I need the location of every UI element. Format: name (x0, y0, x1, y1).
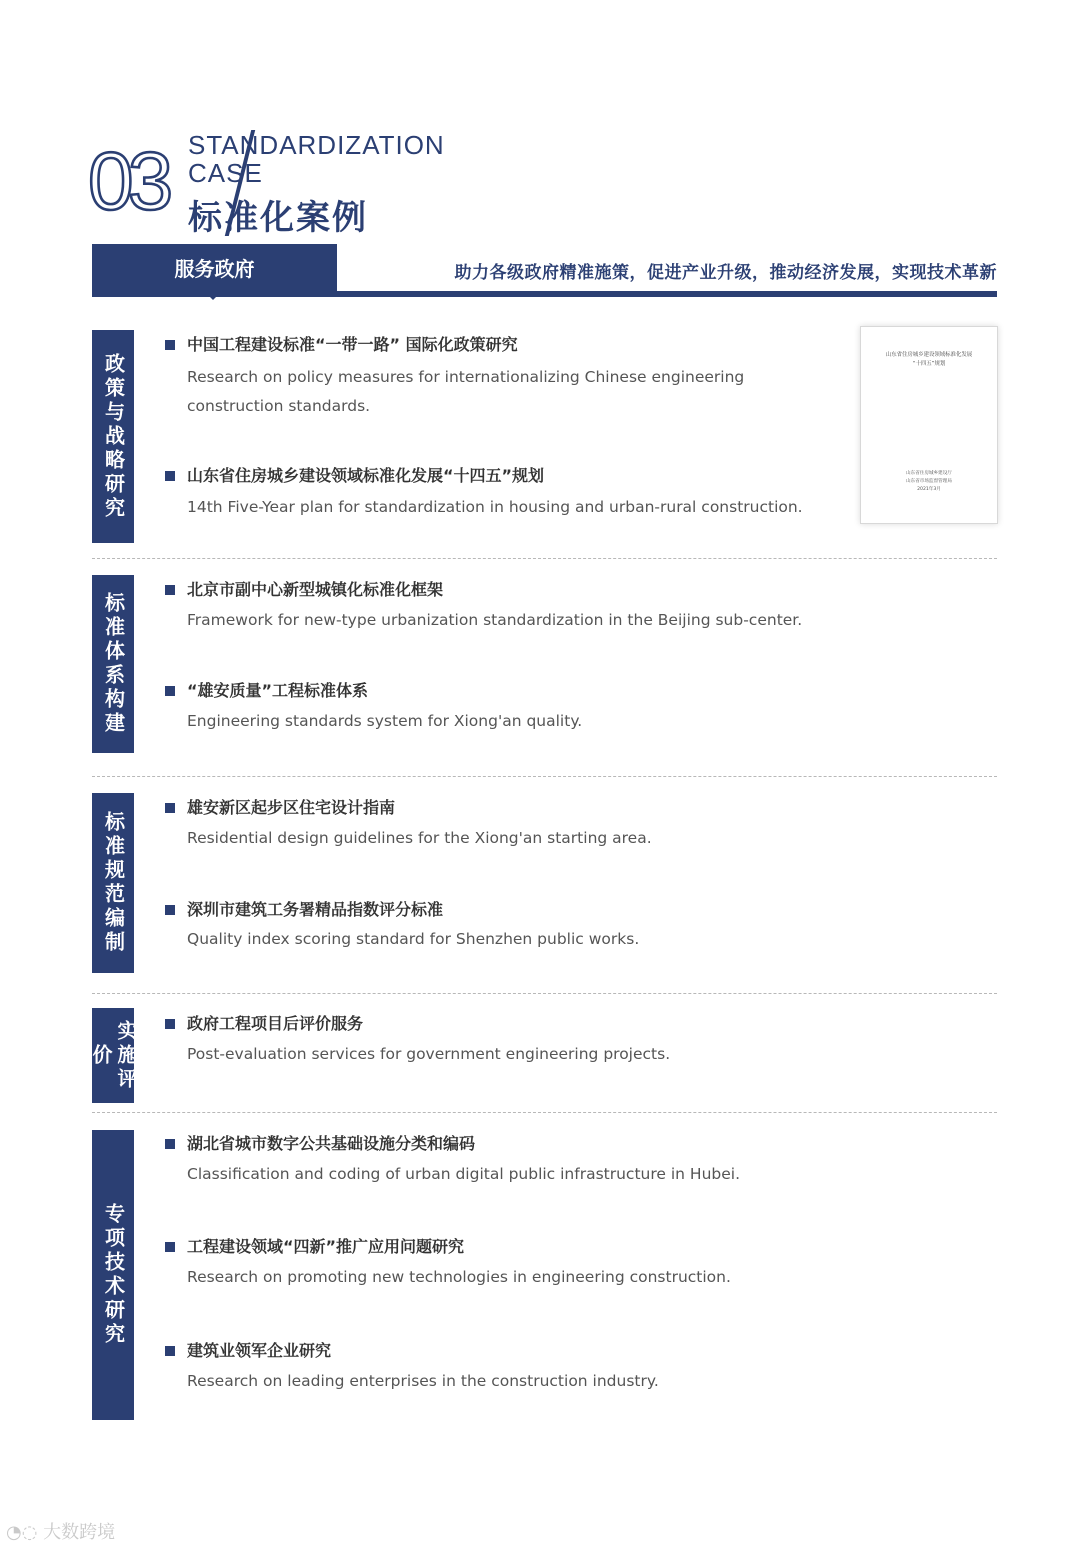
item-text: Post-evaluation services for government engineering projects. (187, 1045, 671, 1063)
item-text: Research on policy measures for internationalizing Chinese engineering construction standards. (187, 368, 745, 415)
english-title-line1: STANDARDIZATION (188, 130, 445, 160)
category-slogan: 助力各级政府精准施策，促进产业升级，推动经济发展，实现技术革新 (454, 263, 997, 283)
item-title: 湖北省城市数字公共基础设施分类和编码 (165, 1131, 475, 1154)
section-divider (92, 993, 997, 994)
watermark-text: 大数跨境 (43, 1522, 116, 1543)
section-side-label: 实施评价 (92, 1008, 134, 1103)
section-divider (92, 776, 997, 777)
item-text: 14th Five-Year plan for standardization in housing and urban-rural construction. (187, 498, 803, 516)
item-title: 工程建设领域“四新”推广应用问题研究 (165, 1234, 464, 1257)
item-title: 中国工程建设标准“一带一路” 国际化政策研究 (165, 332, 518, 355)
section-special-research (92, 1130, 997, 1422)
item-text: Framework for new-type urbanization standardization in the Beijing sub-center. (187, 611, 803, 629)
section-side-label: 标准体系构建 (92, 575, 134, 753)
section-policy (92, 330, 997, 545)
page-title: 标准化案例 (188, 198, 368, 238)
section-implementation-evaluation (89, 1008, 997, 1103)
section-divider (92, 1112, 997, 1113)
section-side-label: 政策与战略研究 (92, 330, 134, 543)
cover-title-line1: 山东省住房城乡建设领域标准化发展 (885, 352, 973, 358)
section-header (88, 128, 568, 238)
item-title: 深圳市建筑工务署精品指数评分标准 (165, 897, 443, 920)
item-title: “雄安质量”工程标准体系 (165, 678, 368, 701)
item-text: Classification and coding of urban digital public infrastructure in Hubei. (187, 1165, 740, 1183)
english-title-line2: CASE (188, 158, 263, 188)
item-text: Residential design guidelines for the Xiong'an starting area. (187, 829, 652, 847)
section-standard-system (92, 575, 997, 755)
category-tab: 服务政府 (92, 244, 337, 291)
item-title: 山东省住房城乡建设领域标准化发展“十四五”规划 (165, 463, 544, 486)
cover-org-line2: 山东省市场监督管理局 (906, 479, 952, 484)
cover-title-line2: “十四五”规划 (912, 361, 946, 367)
section-side-label: 标准规范编制 (92, 793, 134, 973)
cover-org-line1: 山东省住房城乡建设厅 (906, 471, 952, 476)
item-text: Research on leading enterprises in the construction industry. (187, 1372, 659, 1390)
section-standard-drafting (92, 793, 997, 973)
section-divider (92, 558, 997, 559)
watermark-icon: ◔◌ (6, 1522, 38, 1543)
cover-date: 2021年3月 (917, 487, 941, 492)
section-number: 03 (88, 136, 168, 227)
item-title: 政府工程项目后评价服务 (165, 1011, 363, 1034)
item-title: 建筑业领军企业研究 (165, 1338, 331, 1361)
band-underline (92, 291, 997, 297)
item-title: 雄安新区起步区住宅设计指南 (165, 795, 395, 818)
item-text: Research on promoting new technologies in engineering construction. (187, 1268, 731, 1286)
item-text: Quality index scoring standard for Shenzhen public works. (187, 930, 640, 948)
category-band (92, 244, 997, 300)
watermark-logo (6, 1518, 115, 1544)
section-side-label: 专项技术研究 (92, 1130, 134, 1420)
item-text: Engineering standards system for Xiong'an quality. (187, 712, 583, 730)
item-title: 北京市副中心新型城镇化标准化框架 (165, 577, 443, 600)
